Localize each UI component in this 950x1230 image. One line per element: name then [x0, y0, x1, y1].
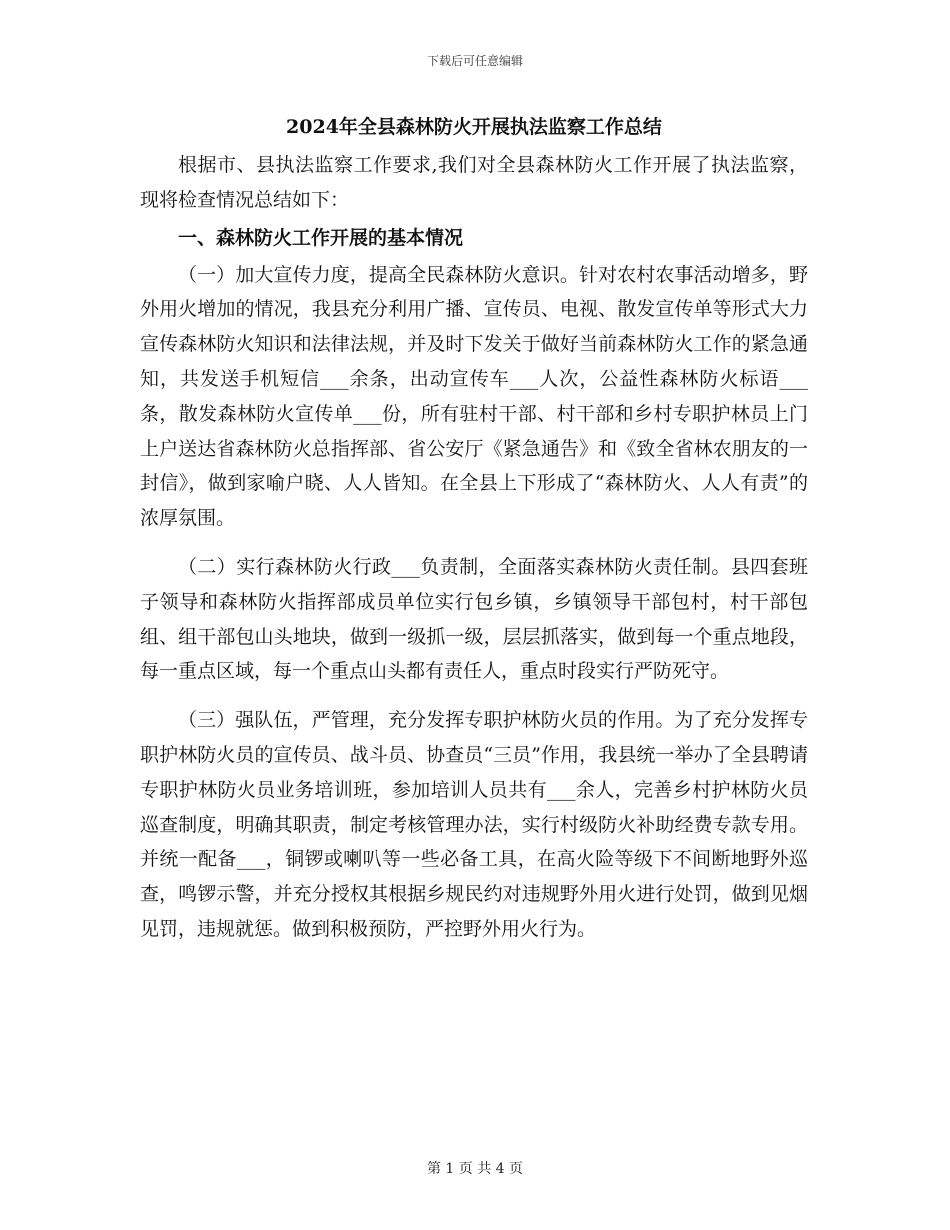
page-number: 第 1 页 共 4 页 — [426, 1161, 524, 1177]
paragraph-1: （一）加大宣传力度，提高全民森林防火意识。针对农村农事活动增多，野外用火增加的情况，我县充分利用广播、宣传员、电视、散发宣传单等形式大力宣传森林防火知识和法律法规，并及时下发关于做好当前森林防火工作的紧急通知，共发送手机短信___余条，出动宣传车___人次，公益性森林防火标语___条，散发森林防火宣传单___份，所有驻村干部、村干部和乡村专职护林员上门上户送达省森林防火总指挥部、省公安厅《紧急通告》和《致全省林农朋友的一封信》，做到家喻户晓、人人皆知。在全县上下形成了“森林防火、人人有责”的浓厚氛围。 — [140, 263, 808, 530]
paragraph-gap — [140, 536, 808, 550]
paragraph-gap — [140, 689, 808, 703]
document-body — [140, 106, 808, 947]
document-title: 2024年全县森林防火开展执法监察工作总结 — [286, 116, 662, 138]
header-note: 下载后可任意编辑 — [426, 54, 523, 68]
section-heading: 一、森林防火工作开展的基本情况 — [178, 226, 464, 249]
paragraph-3: （三）强队伍，严管理，充分发挥专职护林防火员的作用。为了充分发挥专职护林防火员的宣传员、战斗员、协查员“三员”作用，我县统一举办了全县聘请专职护林防火员业务培训班，参加培训人员共有___余人，完善乡村护林防火员巡查制度，明确其职责，制定考核管理办法，实行村级防火补助经费专款专用。并统一配备___，铜锣或喇叭等一些必备工具，在高火险等级下不间断地野外巡查，鸣锣示警，并充分授权其根据乡规民约对违规野外用火进行处罚，做到见烟见罚，违规就惩。做到积极预防，严控野外用火行为。 — [140, 709, 808, 940]
intro-paragraph: 根据市、县执法监察工作要求,我们对全县森林防火工作开展了执法监察，现将检查情况总结如下： — [140, 154, 808, 211]
paragraph-2: （二）实行森林防火行政___负责制，全面落实森林防火责任制。县四套班子领导和森林防火指挥部成员单位实行包乡镇，乡镇领导干部包村，村干部包组、组干部包山头地块，做到一级抓一级，层层抓落实，做到每一个重点地段，每一重点区域，每一个重点山头都有责任人，重点时段实行严防死守。 — [140, 555, 808, 683]
